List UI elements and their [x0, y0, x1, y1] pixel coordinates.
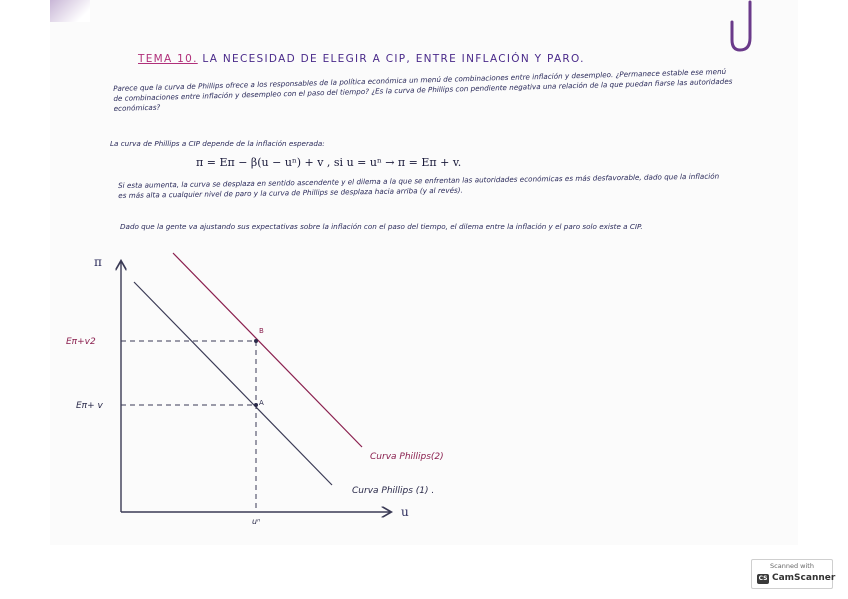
point-b-label: B: [259, 327, 264, 335]
phillips-curve-2: [173, 253, 362, 447]
paragraph-cip-dependence: La curva de Phillips a CIP depende de la inflación esperada:: [110, 139, 325, 148]
x-tick-natural-rate: uⁿ: [252, 517, 261, 526]
phillips-formula: π = Eπ − β(u − uⁿ) + v , si u = uⁿ → π = Eπ + v.: [196, 156, 462, 169]
phillips-curve-1: [134, 282, 332, 485]
y-axis-label: π: [94, 255, 102, 269]
paragraph-expectations: Dado que la gente va ajustando sus expectativas sobre la inflación con el paso del tiempo, el dilema entre la inflación y el paro solo existe a CIP.: [120, 222, 643, 231]
camscanner-logo-icon: CS: [758, 575, 768, 582]
point-a-label: A: [259, 399, 264, 407]
paragraph-shift: Si esta aumenta, la curva se desplaza en sentido ascendente y el dilema a la que se enfrentan las autoridades económicas es más desfavorable, dado que la inflación es más alta a cualquier nivel de paro y la curva de Phillips se desplaza hacia arriba (y al revés).: [118, 171, 720, 200]
paragraph-intro: Parece que la curva de Phillips ofrece a los responsables de la política económica un menú de combinaciones entre inflación y desempleo. ¿Permanece estable ese menú de combinaciones entre inflación y desempleo con el paso del tiempo? ¿Es la curva de Phillips con pendiente negativa una relación de la que puedan fiarse las autoridades económicas?: [113, 66, 733, 113]
title-prefix: TEMA 10.: [138, 53, 198, 65]
x-axis-label: u: [401, 505, 409, 519]
y-level-high-label: Eπ+v2: [66, 337, 96, 347]
camscanner-name: CamScanner: [772, 573, 836, 583]
point-a-marker: [254, 403, 258, 407]
y-level-low-label: Eπ+ v: [76, 401, 103, 411]
curve-1-label: Curva Phillips (1) .: [352, 486, 435, 496]
title-text: LA NECESIDAD DE ELEGIR A CIP, ENTRE INFLACIÓN Y PARO.: [202, 53, 585, 65]
camscanner-badge: [751, 559, 836, 589]
point-b-marker: [254, 339, 258, 343]
curve-2-label: Curva Phillips(2): [370, 452, 444, 462]
scanned-with-text: Scanned with: [770, 562, 814, 570]
